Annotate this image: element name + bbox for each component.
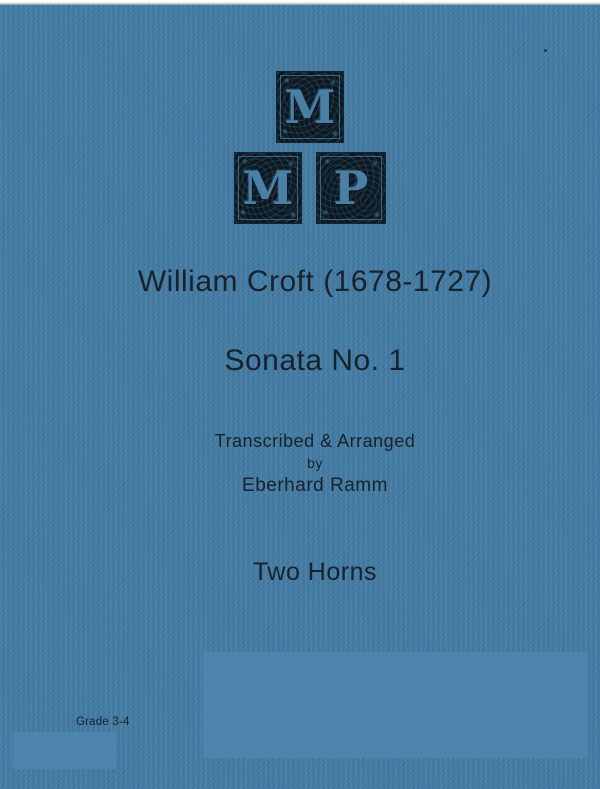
scan-edge-top [0,0,600,5]
scan-speck [544,49,547,52]
instrumentation-line: Two Horns [253,558,377,586]
credit-by: by [307,455,323,471]
logo-letter: M [242,161,294,215]
logo-block-m-left-icon [235,153,301,223]
arranger-name: Eberhard Ramm [242,475,388,496]
logo-block-m-top-icon [277,72,343,142]
composer-line: William Croft (1678-1727) [137,265,493,298]
logo-letter: P [333,161,369,215]
blank-label-area-small [13,732,116,769]
logo-letter: M [284,80,336,134]
credit-transcribed-arranged: Transcribed & Arranged [214,431,416,451]
logo-block-p-right-icon [317,153,385,223]
work-title: Sonata No. 1 [224,344,406,377]
blank-label-area-large [203,652,588,758]
grade-label: Grade 3-4 [76,716,130,728]
